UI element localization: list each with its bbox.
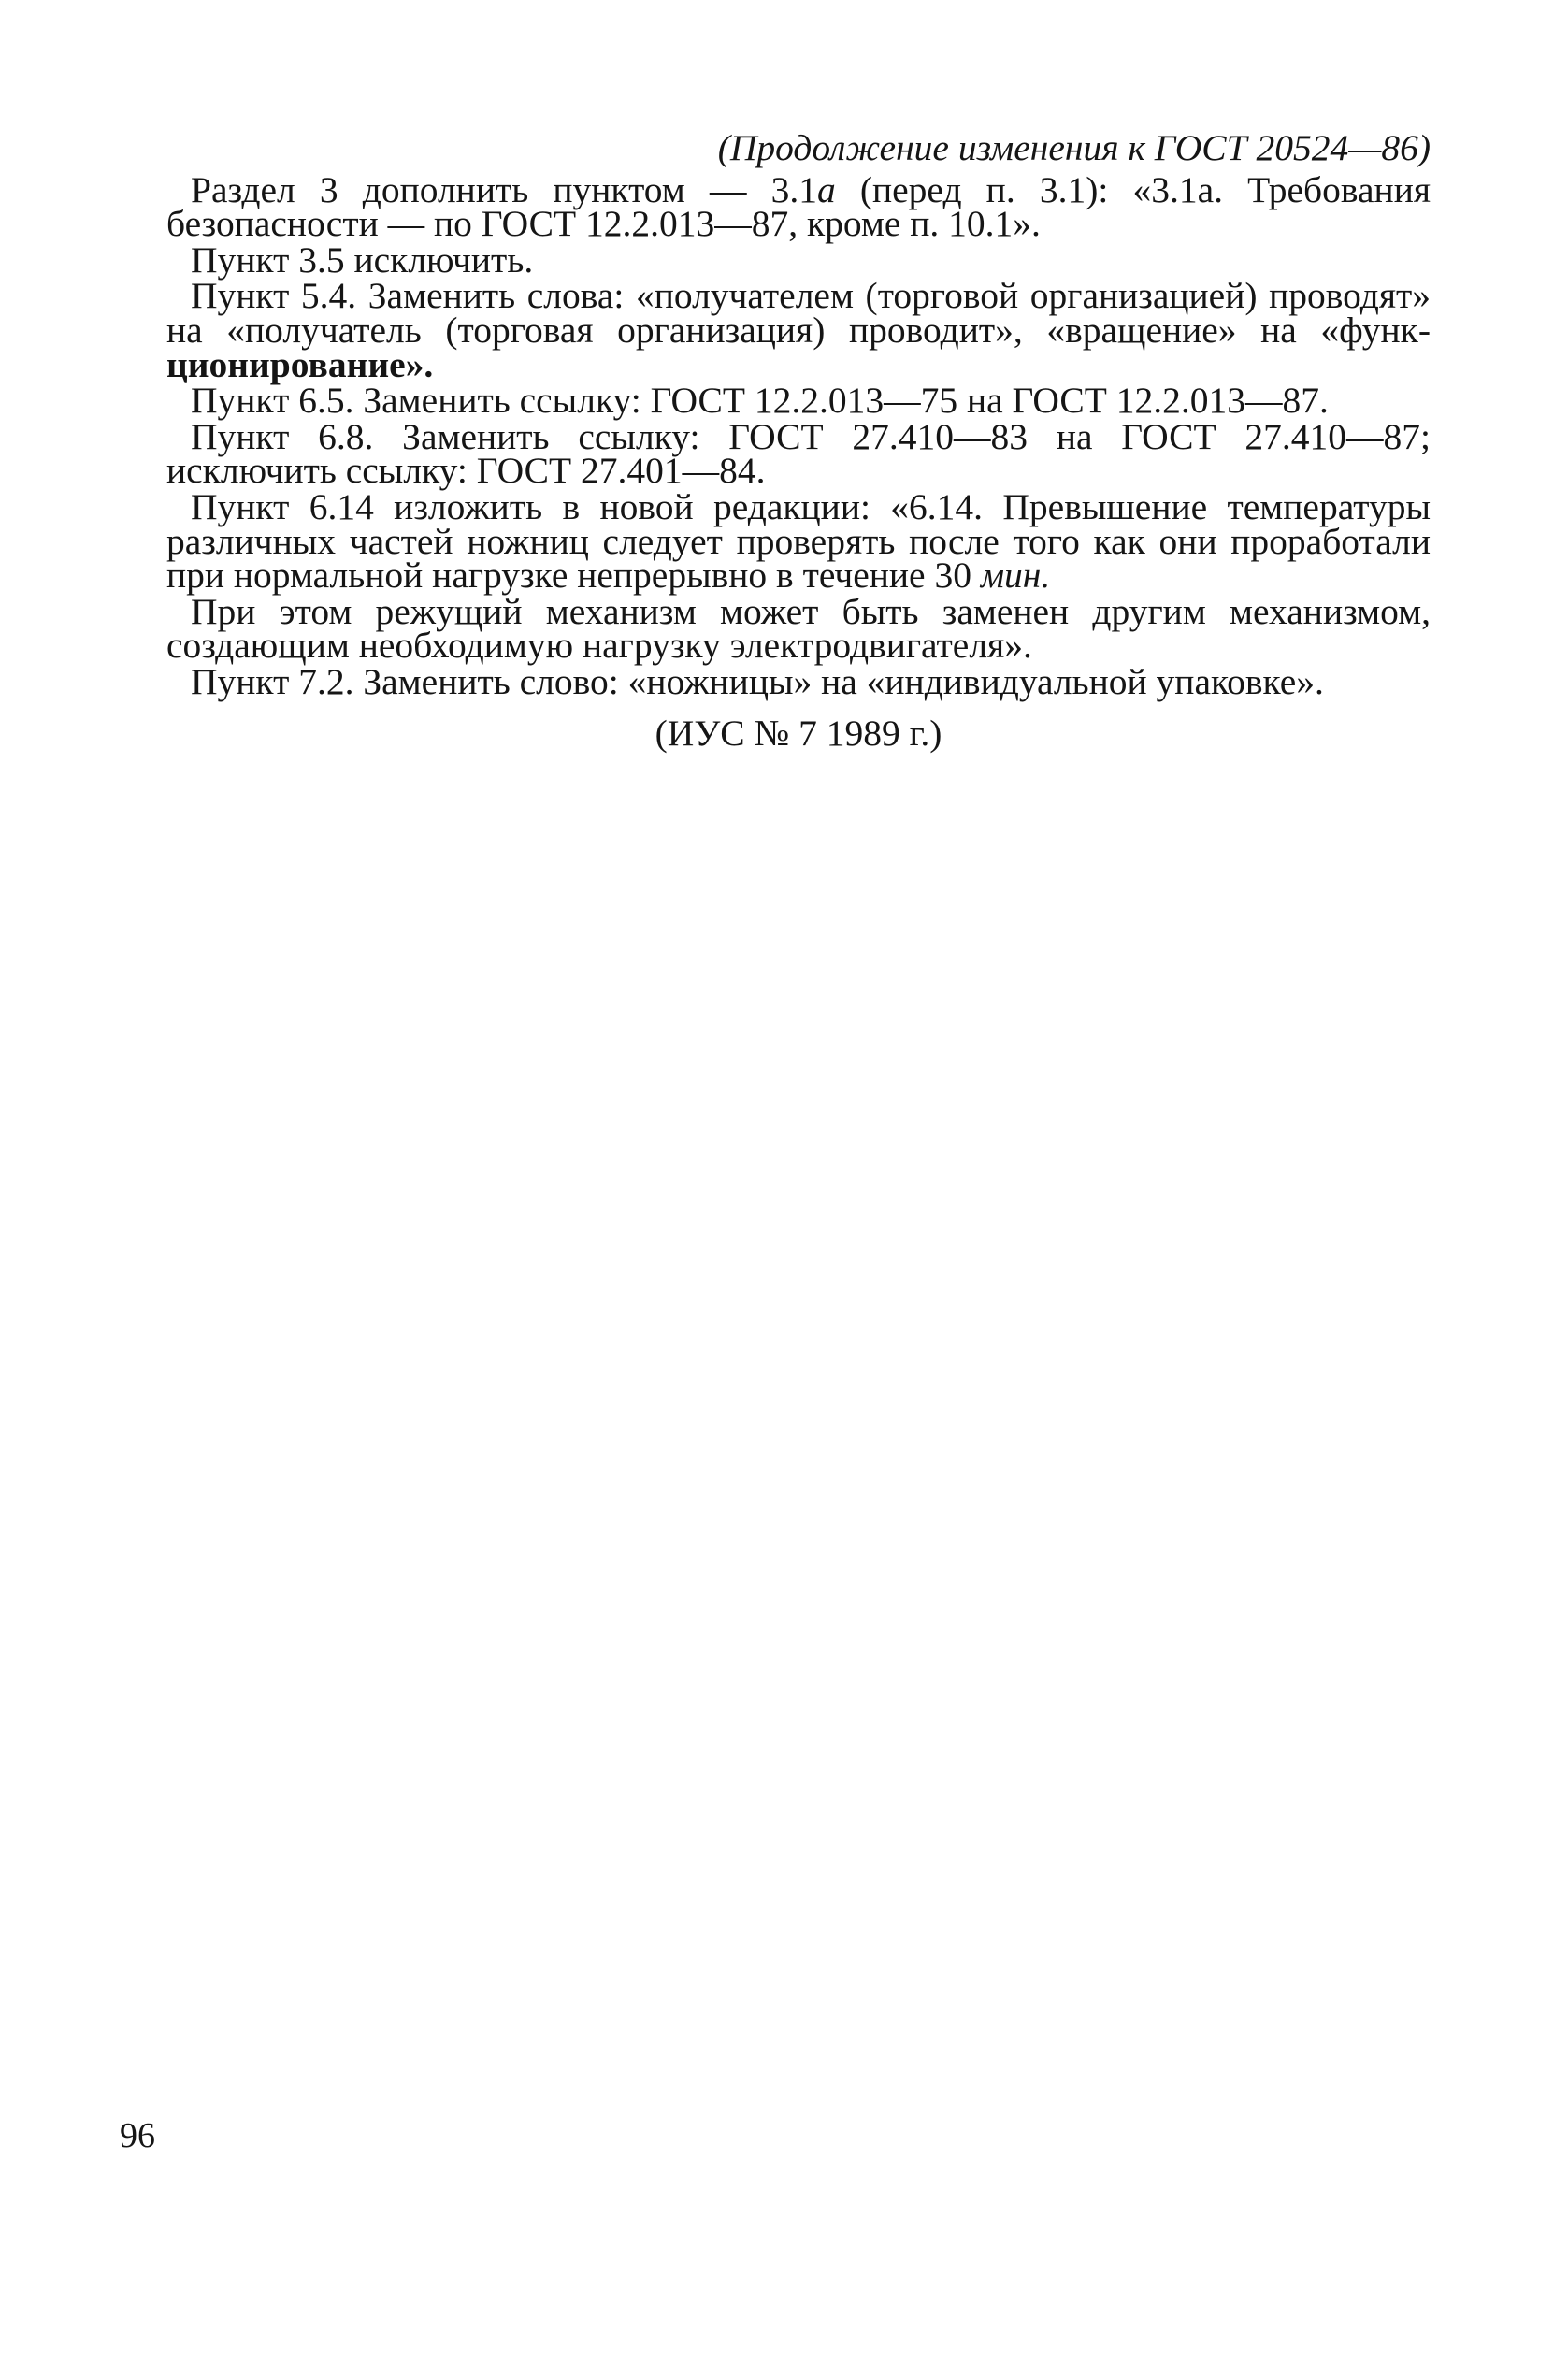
continuation-header: (Продолжение изменения к ГОСТ 20524—86) xyxy=(717,127,1431,168)
paragraph-item-5-4 xyxy=(166,275,1431,385)
paragraph-section-3-emphasis: а xyxy=(816,168,836,210)
source-note: (ИУС № 7 1989 г.) xyxy=(655,712,942,754)
paragraph-item-5-4-bold-tail: ционирование». xyxy=(166,343,434,385)
paragraph-item-6-14-continuation: При этом режущий механизм может быть заменен другим механизмом, создающим необходимую нагрузку электродвигателя». xyxy=(166,590,1431,667)
paragraph-item-6-14-text: Пункт 6.14 изложить в новой редакции: «6.14. Превышение температуры различных частей ножниц следует проверять после того как они проработали при нормальной нагрузке непрерывно в течение 30 xyxy=(166,485,1431,597)
paragraph-item-7-2: Пункт 7.2. Заменить слово: «ножницы» на «индивидуальной упаковке». xyxy=(191,660,1324,702)
paragraph-item-3-5: Пункт 3.5 исключить. xyxy=(191,238,534,281)
paragraph-item-6-14 xyxy=(166,485,1431,597)
paragraph-item-5-4-text: Пункт 5.4. Заменить слова: «получателем (торговой организацией) проводят» на «получатель (торговая организация) проводит», «вращение» на «функ- xyxy=(166,275,1431,351)
paragraph-item-6-8: Пункт 6.8. Заменить ссылку: ГОСТ 27.410—83 на ГОСТ 27.410—87; исключить ссылку: ГОСТ 27.401—84. xyxy=(166,415,1431,492)
paragraph-item-6-14-unit: мин. xyxy=(980,555,1051,597)
amendment-text xyxy=(166,127,1431,754)
page-number: 96 xyxy=(120,2116,155,2155)
paragraph-section-3-start: Раздел 3 дополнить пунктом — 3.1 xyxy=(191,168,817,210)
paragraph-section-3 xyxy=(166,168,1431,245)
paragraph-item-6-5: Пункт 6.5. Заменить ссылку: ГОСТ 12.2.013—75 на ГОСТ 12.2.013—87. xyxy=(191,380,1329,422)
paragraph-section-3-end: (перед п. 3.1): «3.1а. Требования безопасности — по ГОСТ 12.2.013—87, кроме п. 10.1». xyxy=(166,168,1431,245)
